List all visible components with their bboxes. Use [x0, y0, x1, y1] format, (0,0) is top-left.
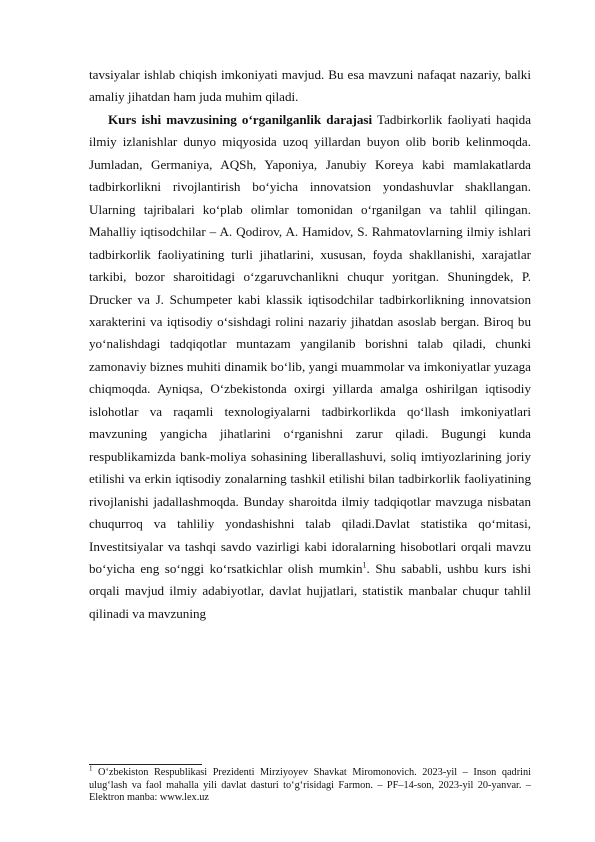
paragraph-2-tail: . Shu sababli, ushbu kurs ishi orqali mavjud ilmiy adabiyotlar, davlat hujjatlari, statistik manbalar chuqur tahlil qilinadi va mavzuning: [89, 560, 531, 621]
footnote-text: O‘zbekiston Respublikasi Prezidenti Mirziyoyev Shavkat Miromonovich. 2023-yil – Inson qadrini ulug‘lash va faol mahalla yili davlat dasturi to‘g‘risidagi Farmon. – PF–14-son, 2023-yil 20-yanvar. – Elektron manba: www.lex.uz: [89, 767, 531, 804]
footnote-separator: [89, 764, 202, 765]
paragraph-1-text: tavsiyalar ishlab chiqish imkoniyati mavjud. Bu esa mavzuni nafaqat nazariy, balki amaliy jihatdan ham juda muhim qiladi.: [89, 67, 531, 105]
paragraph-1: [89, 64, 531, 109]
footnote-number: 1: [89, 764, 93, 773]
section-heading-inline: Kurs ishi mavzusining o‘rganilganlik darajasi: [108, 111, 373, 127]
paragraph-2-text: Tadbirkorlik faoliyati haqida ilmiy izlanishlar dunyo miqyosida uzoq yillardan buyon olib borib kelinmoqda. Jumladan, Germaniya, AQSh, Yaponiya, Janubiy Koreya kabi mamlakatlarda tadbirkorlikni rivojlantirish bo‘yicha innovatsion yondashuvlar shakllangan. Ularning tajribalari ko‘plab olimlar tomonidan o‘rganilgan va tahlil qilingan. Mahalliy iqtisodchilar – A. Qodirov, A. Hamidov, S. Rahmatovlarning ilmiy ishlari tadbirkorlik faoliyatining turli jihatlarini, xususan, foyda shakllanishi, xarajatlar tarkibi, bozor sharoitidagi o‘zgaruvchanlikni chuqur yoritgan. Shuningdek, P. Drucker va J. Schumpeter kabi klassik iqtisodchilar tadbirkorlikning innovatsion xarakterini va iqtisodiy o‘sishdagi rolini nazariy jihatdan asoslab bergan. Biroq bu yo‘nalishdagi tadqiqotlar muntazam yangilanib borishni talab qiladi, chunki zamonaviy biznes muhiti dinamik bo‘lib, yangi muammolar va imkoniyatlar yuzaga chiqmoqda. Ayniqsa, O‘zbekistonda oxirgi yillarda amalga oshirilgan iqtisodiy islohotlar va raqamli texnologiyalarni tadbirkorlikda qo‘llash imkoniyatlari mavzuning yangicha jihatlarini o‘rganishni zarur qiladi. Bugungi kunda respublikamizda bank-moliya sohasining liberallashuvi, soliq imtiyozlarining joriy etilishi va erkin iqtisodiy zonalarning tashkil etilishi bilan tadbirkorlik faoliyatining rivojlanishi jadallashmoqda. Bunday sharoitda ilmiy tadqiqotlar mavzuga nisbatan chuqurroq va tahliliy yondashishni talab qiladi.Davlat statistika qo‘mitasi, Investitsiyalar va tashqi savdo vazirligi kabi idoralarning hisobotlari orqali mavzu bo‘yicha eng so‘nggi ko‘rsatkichlar olish mumkin: [89, 111, 532, 576]
footnote-reference[interactable]: 1: [362, 560, 367, 570]
footnote: [89, 764, 531, 805]
body-text: [89, 64, 531, 625]
paragraph-2: [89, 109, 531, 625]
